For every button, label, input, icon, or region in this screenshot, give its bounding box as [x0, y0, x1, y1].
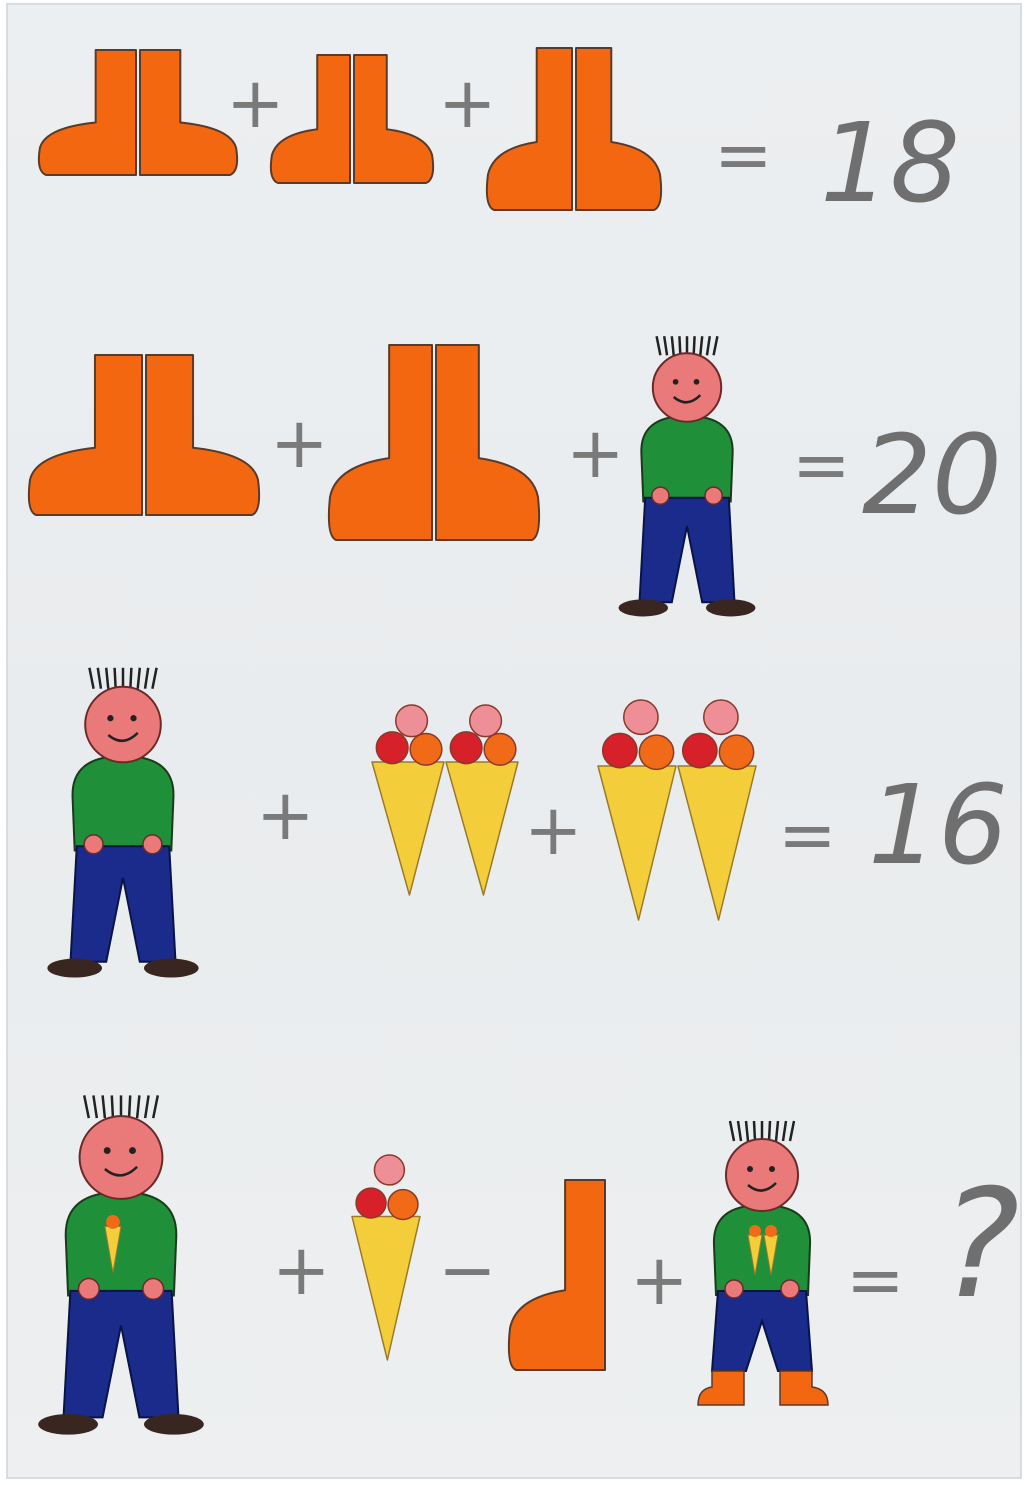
result-question: ?	[940, 1158, 1020, 1332]
boy-icon	[47, 668, 198, 978]
plus-sign: +	[270, 402, 329, 484]
boots-pair-icon	[39, 50, 237, 175]
equals-sign: =	[846, 1239, 905, 1321]
minus-sign: −	[438, 1229, 497, 1311]
icecream-pair-icon	[372, 705, 518, 895]
icecream-icon	[678, 700, 756, 920]
equals-sign: =	[792, 424, 851, 506]
equals-sign: =	[778, 794, 837, 876]
icecream-icon	[598, 700, 676, 920]
boots-pair-icon	[487, 48, 661, 210]
boots-pair-icon	[271, 55, 433, 183]
plus-sign: +	[272, 1229, 331, 1311]
result-18: 18	[820, 99, 960, 227]
boy-holding-icecream-icon	[38, 1095, 204, 1434]
boot-icon	[29, 355, 142, 515]
boot-icon	[329, 345, 432, 540]
boot-icon	[436, 345, 539, 540]
boot-icon	[576, 48, 661, 210]
result-16: 16	[868, 761, 1008, 889]
boot-icon	[354, 55, 433, 183]
plus-sign: +	[630, 1239, 689, 1321]
boot-icon	[487, 48, 572, 210]
boy-with-icecreams-and-boots-icon	[698, 1121, 828, 1405]
boy-icon	[619, 336, 756, 616]
plus-sign: +	[524, 789, 583, 871]
boots-pair-icon	[329, 345, 539, 540]
boot-icon	[39, 50, 136, 175]
icecream-icon	[372, 705, 444, 895]
icecream-pair-icon	[598, 700, 756, 920]
icecream-icon	[446, 705, 518, 895]
plus-sign: +	[256, 774, 315, 856]
boot-single-icon	[509, 1180, 605, 1370]
result-20: 20	[862, 411, 1002, 539]
icecream-single-icon	[352, 1155, 420, 1360]
boot-icon	[146, 355, 259, 515]
plus-sign: +	[438, 62, 497, 144]
equals-sign: =	[714, 114, 773, 196]
plus-sign: +	[226, 62, 285, 144]
plus-sign: +	[566, 412, 625, 494]
boot-icon	[140, 50, 237, 175]
boots-pair-icon	[29, 355, 259, 515]
